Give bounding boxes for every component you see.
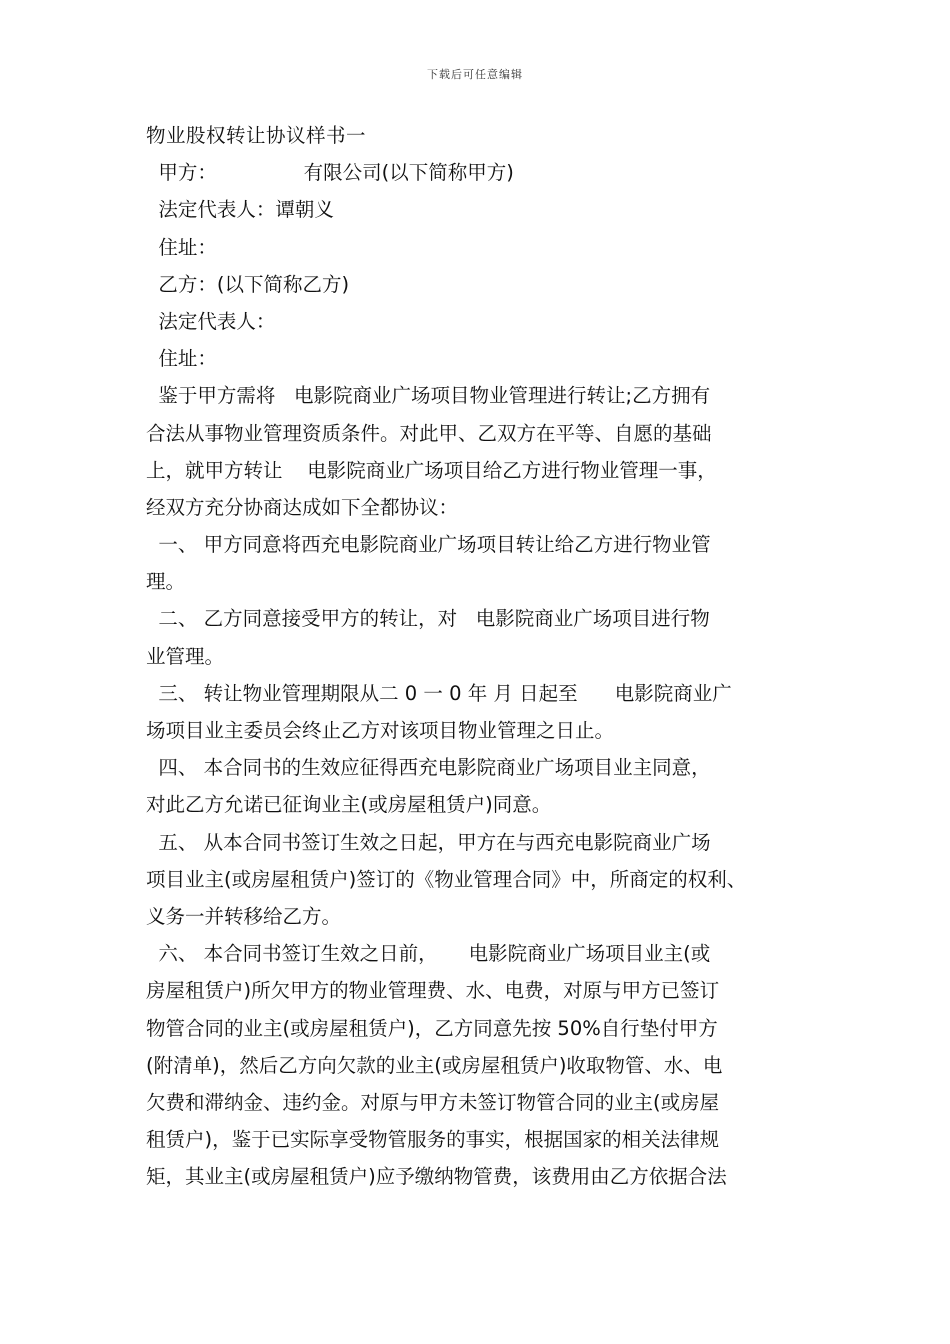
clause-4-line: 四、 本合同书的生效应征得西充电影院商业广场项目业主同意， xyxy=(146,756,711,780)
header-note: 下载后可任意编辑 xyxy=(427,68,523,81)
paragraph-line: 鉴于甲方需将 电影院商业广场项目物业管理进行转让;乙方拥有 xyxy=(146,384,711,408)
clause-2-line: 二、 乙方同意接受甲方的转让，对 电影院商业广场项目进行物 xyxy=(146,607,710,631)
clause-4-line: 对此乙方允诺已征询业主(或房屋租赁户)同意。 xyxy=(146,793,552,817)
clause-1-line: 理。 xyxy=(146,570,186,594)
clause-6-line: (附清单)，然后乙方向欠款的业主(或房屋租赁户)收取物管、水、电 xyxy=(146,1053,723,1077)
clause-3-line: 三、 转让物业管理期限从二 0 一 0 年 月 日起至 电影院商业广 xyxy=(146,681,732,705)
clause-5-line: 五、 从本合同书签订生效之日起，甲方在与西充电影院商业广场 xyxy=(146,830,711,854)
party-a-representative: 法定代表人：谭朝义 xyxy=(146,198,334,222)
party-b-line: 乙方：(以下简称乙方) xyxy=(146,272,350,296)
paragraph-line: 经双方充分协商达成如下全都协议： xyxy=(146,495,459,519)
paragraph-line: 上，就甲方转让 电影院商业广场项目给乙方进行物业管理一事， xyxy=(146,458,717,482)
document-body xyxy=(146,117,808,1195)
party-b-representative: 法定代表人： xyxy=(146,309,276,333)
clause-6-line: 六、 本合同书签订生效之日前， 电影院商业广场项目业主(或 xyxy=(146,942,711,966)
clause-6-line: 欠费和滞纳金、违约金。对原与甲方未签订物管合同的业主(或房屋 xyxy=(146,1090,720,1114)
clause-6-line: 物管合同的业主(或房屋租赁户)，乙方同意先按 50%自行垫付甲方 xyxy=(146,1016,718,1040)
clause-1-line: 一、 甲方同意将西充电影院商业广场项目转让给乙方进行物业管 xyxy=(146,533,711,557)
document-title: 物业股权转让协议样书一 xyxy=(146,124,367,147)
party-a-line: 甲方： 有限公司(以下简称甲方) xyxy=(146,161,514,185)
party-a-address: 住址： xyxy=(146,235,217,259)
clause-5-line: 义务一并转移给乙方。 xyxy=(146,904,342,928)
clause-6-line: 矩，其业主(或房屋租赁户)应予缴纳物管费，该费用由乙方依据合法 xyxy=(146,1165,727,1189)
paragraph-line: 合法从事物业管理资质条件。对此甲、乙双方在平等、自愿的基础 xyxy=(146,421,712,445)
clause-2-line: 业管理。 xyxy=(146,644,225,668)
clause-3-line: 场项目业主委员会终止乙方对该项目物业管理之日止。 xyxy=(146,719,615,742)
clause-6-line: 房屋租赁户)所欠甲方的物业管理费、水、电费，对原与甲方已签订 xyxy=(146,979,720,1003)
clause-5-line: 项目业主(或房屋租赁户)签订的《物业管理合同》中，所商定的权利、 xyxy=(146,867,747,891)
clause-6-line: 租赁户)，鉴于已实际享受物管服务的事实，根据国家的相关法律规 xyxy=(146,1128,720,1152)
party-b-address: 住址： xyxy=(146,347,217,371)
